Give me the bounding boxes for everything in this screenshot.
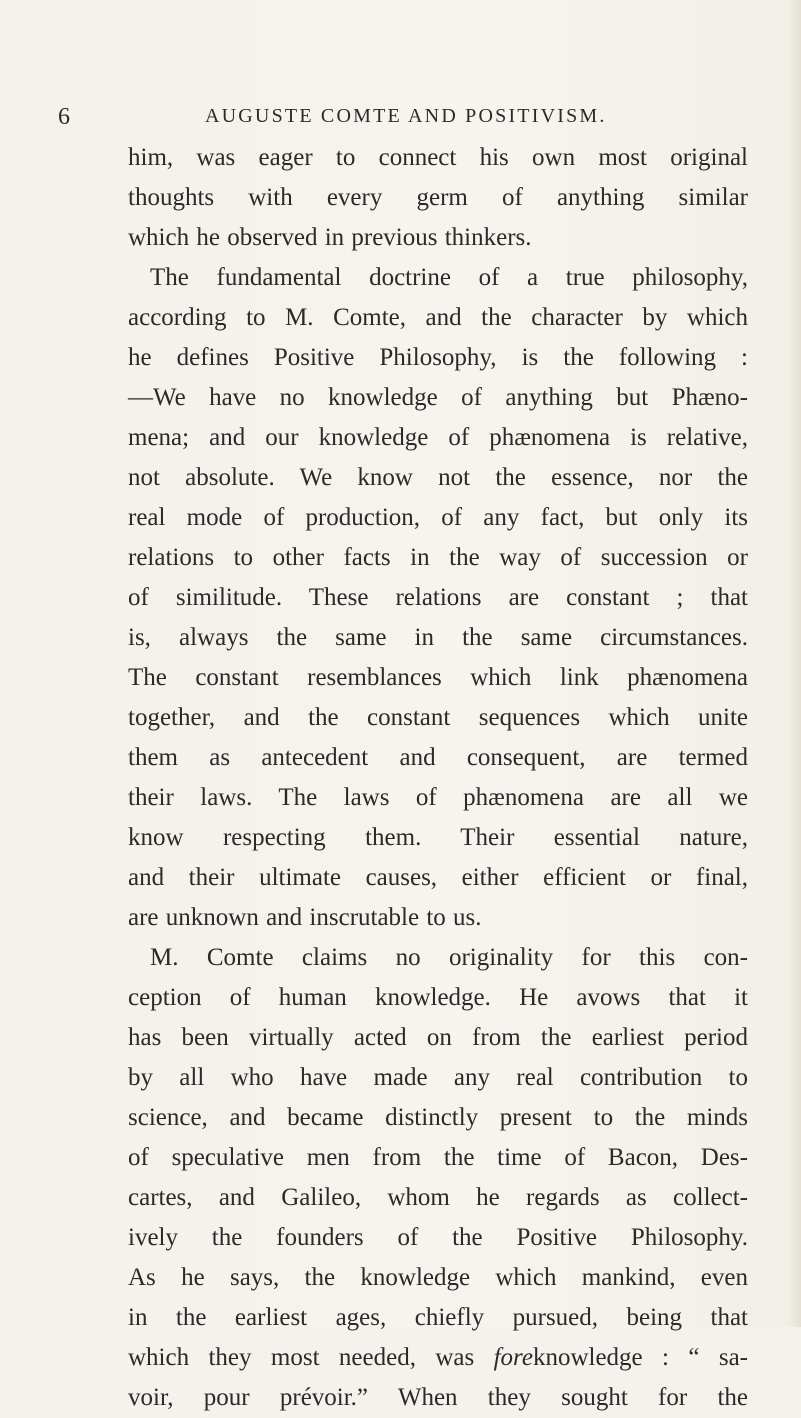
text-segment: knowledge : “ sa- — [532, 1344, 748, 1371]
italic-segment: fore — [493, 1344, 533, 1371]
text-line: is, always the same in the same circumstances. — [128, 624, 748, 651]
text-line: ively the founders of the Positive Philosophy. — [128, 1224, 748, 1251]
text-line: he defines Positive Philosophy, is the following : — [128, 344, 748, 371]
text-line: As he says, the knowledge which mankind, even — [128, 1264, 748, 1291]
text-line: their laws. The laws of phænomena are all we — [128, 784, 748, 811]
text-line: —We have no knowledge of anything but Phæno- — [128, 384, 748, 411]
text-line: mena; and our knowledge of phænomena is relative, — [128, 424, 748, 451]
text-line-with-italic — [128, 1338, 748, 1378]
text-line: him, was eager to connect his own most original — [128, 144, 748, 171]
text-line: of similitude. These relations are constant ; that — [128, 584, 748, 611]
body-text — [128, 138, 748, 1418]
text-line: The fundamental doctrine of a true philosophy, — [150, 264, 748, 291]
text-line: cartes, and Galileo, whom he regards as collect- — [128, 1184, 748, 1211]
text-line: which he observed in previous thinkers. — [128, 224, 532, 251]
text-line: together, and the constant sequences which unite — [128, 704, 748, 731]
text-line: voir, pour prévoir.” When they sought for the — [128, 1384, 748, 1411]
text-line: not absolute. We know not the essence, nor the — [128, 464, 748, 491]
page-number: 6 — [58, 104, 71, 130]
text-line: and their ultimate causes, either efficient or final, — [128, 864, 748, 891]
text-line: relations to other facts in the way of succession or — [128, 544, 748, 571]
text-line: ception of human knowledge. He avows that it — [128, 984, 748, 1011]
text-segment: which they most needed, was — [128, 1344, 494, 1371]
text-line: in the earliest ages, chiefly pursued, being that — [128, 1304, 748, 1331]
page-edge-shadow — [787, 0, 801, 1327]
text-line: of speculative men from the time of Bacon, Des- — [128, 1144, 748, 1171]
text-line: are unknown and inscrutable to us. — [128, 904, 482, 931]
text-line: science, and became distinctly present to the minds — [128, 1104, 748, 1131]
page-header — [58, 104, 748, 138]
text-line: them as antecedent and consequent, are termed — [128, 744, 748, 771]
text-line: know respecting them. Their essential nature, — [128, 824, 748, 851]
text-line: has been virtually acted on from the earliest period — [128, 1024, 748, 1051]
text-line: M. Comte claims no originality for this con- — [150, 944, 748, 971]
text-line: according to M. Comte, and the character by which — [128, 304, 748, 331]
running-head: AUGUSTE COMTE AND POSITIVISM. — [205, 105, 607, 127]
text-line: real mode of production, of any fact, but only its — [128, 504, 748, 531]
text-line: The constant resemblances which link phænomena — [128, 664, 748, 691]
text-line: thoughts with every germ of anything similar — [128, 184, 748, 211]
text-line: by all who have made any real contribution to — [128, 1064, 748, 1091]
